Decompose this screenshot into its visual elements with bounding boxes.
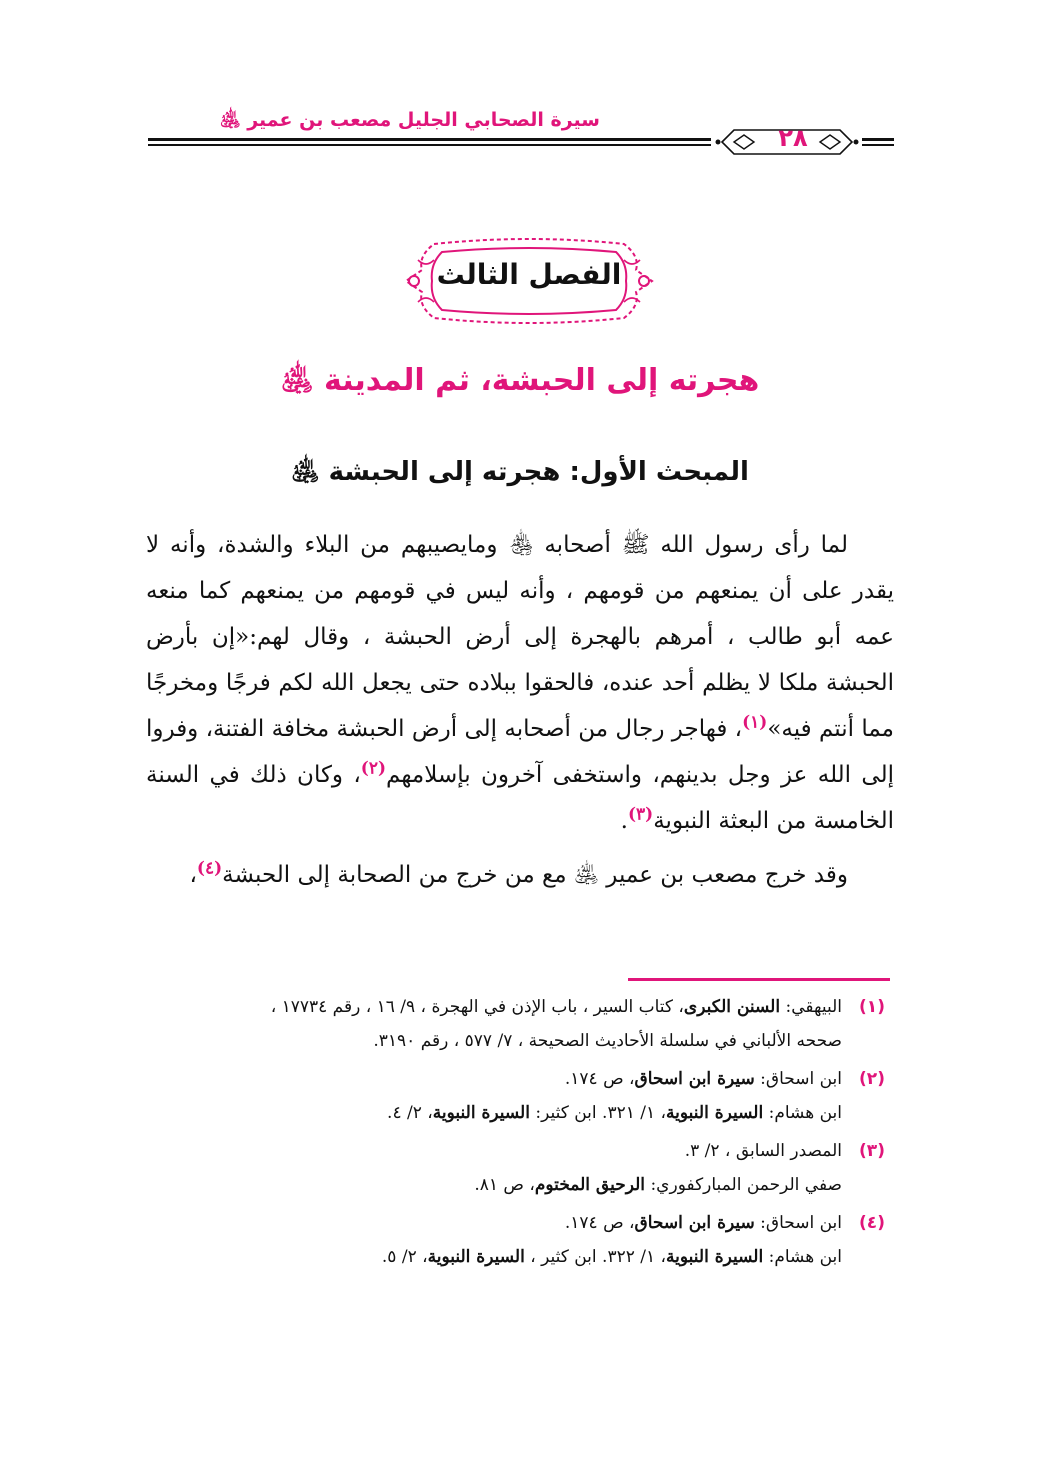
chapter-title: الفصل الثالث: [436, 258, 622, 291]
footnote-number: (١): [859, 997, 885, 1017]
paragraph-1: لما رأى رسول الله ﷺ أصحابه ﵃ ومايصيبهم من البلاء والشدة، وأنه لا يقدر على أن يمنعهم من قومهم ، وأنه ليس في قومهم من يمنعهم كما منعه عمه أبو طالب ، أمرهم بالهجرة إلى أرض الحبشة ، وقال لهم:«إن بأرض الحبشة ملكا لا يظلم أحد عنده، فالحقوا ببلاده حتى يجعل الله لكم فرجًا ومخرجًا مما أنتم فيه»$^{(١)}$، فهاجر رجال من أصحابه إلى أرض الحبشة مخافة الفتنة، وفروا إلى الله عز وجل بدينهم، واستخفى آخرون بإسلامهم$^{(٢)}$، وكان ذلك في السنة الخامسة من البعثة النبوية$^{(٣)}$.: [146, 532, 894, 834]
footnote-1: (١) البيهقي: السنن الكبرى، كتاب السير ، باب الإذن في الهجرة ، ٩/ ١٦ ، رقم ١٧٧٣٤ ، صححه الألباني في سلسلة الأحاديث الصحيحة ، ٧/ ٥٧٧ ، رقم ٣١٩٠.: [146, 990, 894, 1058]
subsection-title: المبحث الأول: هجرته إلى الحبشة ﵁: [291, 457, 749, 487]
footnote-number: (٤): [859, 1213, 885, 1233]
footnote-number: (٣): [859, 1141, 885, 1161]
footnotes: [146, 990, 894, 1278]
footnote-separator: [628, 978, 890, 981]
footnote-number: (٢): [859, 1069, 885, 1089]
footnote-2: (٢) ابن اسحاق: سيرة ابن اسحاق، ص ١٧٤. ابن هشام: السيرة النبوية، ١/ ٣٢١. ابن كثير: السيرة النبوية، ٢/ ٤.: [146, 1062, 894, 1130]
footnote-ref-1[interactable]: (١): [742, 712, 768, 733]
paragraph-2: وقد خرج مصعب بن عمير ﵁ مع من خرج من الصحابة إلى الحبشة$^{(٤)}$،: [189, 858, 848, 888]
section-title: هجرته إلى الحبشة، ثم المدينة ﵁: [280, 363, 760, 398]
header-rule-right: [862, 138, 894, 148]
footnote-ref-2[interactable]: (٢): [360, 758, 387, 779]
footnote-3: (٣) المصدر السابق ، ٢/ ٣. صفي الرحمن المباركفوري: الرحيق المختوم، ص ٨١.: [146, 1134, 894, 1202]
running-title: سيرة الصحابي الجليل مصعب بن عمير ﵁: [219, 109, 600, 131]
footnote-ref-4[interactable]: (٤): [196, 858, 223, 879]
page-number: ٢٨: [778, 124, 808, 152]
footnote-4: (٤) ابن اسحاق: سيرة ابن اسحاق، ص ١٧٤. ابن هشام: السيرة النبوية، ١/ ٣٢٢. ابن كثير ، السيرة النبوية، ٢/ ٥.: [146, 1206, 894, 1274]
footnote-ref-3[interactable]: (٣): [627, 804, 654, 825]
header-rule-left: [148, 138, 711, 148]
body-text: [146, 522, 894, 898]
